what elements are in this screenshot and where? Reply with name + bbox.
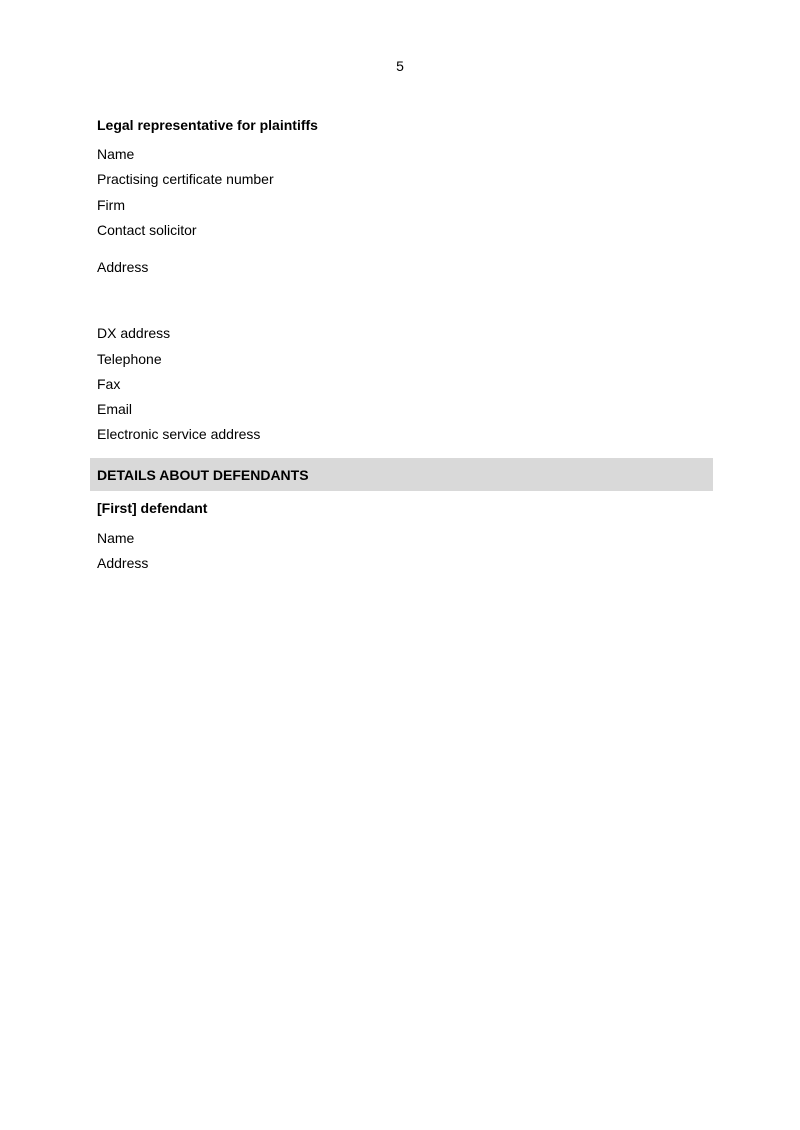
field-label-electronic-service-address: Electronic service address	[97, 426, 261, 442]
field-label-fax: Fax	[97, 376, 121, 392]
field-label-email: Email	[97, 401, 133, 417]
section-heading-legal-representative: Legal representative for plaintiffs	[97, 117, 318, 133]
defendant-field-label-address: Address	[97, 555, 149, 571]
field-label-firm: Firm	[97, 197, 125, 213]
page-number: 5	[396, 58, 404, 74]
field-label-contact-solicitor: Contact solicitor	[97, 222, 197, 238]
field-label-telephone: Telephone	[97, 351, 162, 367]
section-title-defendants: DETAILS ABOUT DEFENDANTS	[97, 467, 309, 483]
field-label-address: Address	[97, 259, 149, 275]
section-bar-defendants	[90, 458, 713, 491]
defendant-field-label-name: Name	[97, 530, 135, 546]
field-label-dx-address: DX address	[97, 325, 171, 341]
field-label-practising-certificate: Practising certificate number	[97, 171, 274, 187]
field-label-name: Name	[97, 146, 135, 162]
subheading-first-defendant: [First] defendant	[97, 500, 208, 516]
